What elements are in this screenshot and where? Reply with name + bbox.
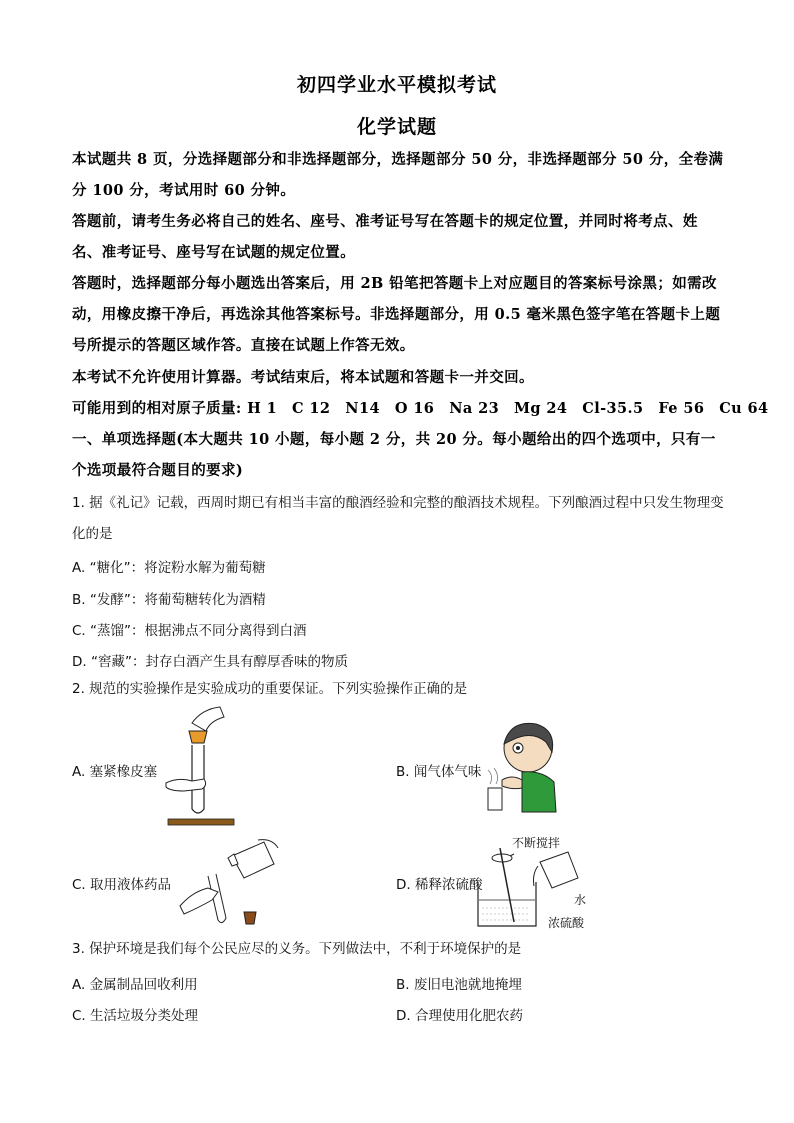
question-3-option-a[interactable]: A. 金属制品回收利用 [72, 977, 198, 993]
pour-liquid-figure [178, 836, 282, 928]
instruction-paragraph-4: 本考试不允许使用计算器。考试结束后，将本试题和答题卡一并交回。 [72, 369, 534, 386]
stir-label: 不断搅拌 [512, 836, 561, 850]
smell-gas-figure [482, 718, 558, 814]
question-2-option-b[interactable]: B. 闻气体气味 [396, 764, 482, 780]
question-1-stem: 1. 据《礼记》记载，西周时期已有相当丰富的酿酒经验和完整的酿酒技术规程。下列酿酒过程中只发生物理变化的是 [72, 495, 724, 542]
question-1-option-d[interactable]: D. “窖藏”：封存白酒产生具有醇厚香味的物质 [72, 654, 348, 670]
question-3-stem: 3. 保护环境是我们每个公民应尽的义务。下列做法中，不利于环境保护的是 [72, 941, 522, 957]
question-2-option-a[interactable]: A. 塞紧橡皮塞 [72, 764, 158, 780]
exam-subtitle: 化学试题 [356, 116, 437, 138]
question-2-option-c[interactable]: C. 取用液体药品 [72, 877, 172, 893]
water-label: 水 [574, 893, 587, 907]
instruction-paragraph-3: 答题时，选择题部分每小题选出答案后，用 2B 铅笔把答题卡上对应题目的答案标号涂黑；如需改动，用橡皮擦干净后，再选涂其他答案标号。非选择题部分，用 0.5 毫米黑色签字笔在答题卡上题号所提示的答题区域作答。直接在试题上作答无效。 [72, 275, 721, 354]
question-1-option-c[interactable]: C. “蒸馏”：根据沸点不同分离得到白酒 [72, 623, 307, 639]
question-3-option-b[interactable]: B. 废旧电池就地掩埋 [396, 977, 522, 993]
instruction-paragraph-1: 本试题共 8 页，分选择题部分和非选择题部分，选择题部分 50 分，非选择题部分 50 分，全卷满分 100 分，考试用时 60 分钟。 [72, 151, 724, 199]
acid-label: 浓硫酸 [548, 916, 585, 930]
question-1-option-b[interactable]: B. “发酵”：将葡萄糖转化为酒精 [72, 592, 266, 608]
question-2-option-d[interactable]: D. 稀释浓硫酸 [396, 877, 483, 893]
question-3-option-c[interactable]: C. 生活垃圾分类处理 [72, 1008, 199, 1024]
exam-title: 初四学业水平模拟考试 [296, 74, 497, 96]
question-1-option-a[interactable]: A. “糖化”：将淀粉水解为葡萄糖 [72, 560, 266, 576]
instruction-paragraph-2: 答题前，请考生务必将自己的姓名、座号、准考证号写在答题卡的规定位置，并同时将考点、姓名、准考证号、座号写在试题的规定位置。 [72, 213, 698, 261]
question-3-option-d[interactable]: D. 合理使用化肥农药 [396, 1008, 523, 1024]
question-2-stem: 2. 规范的实验操作是实验成功的重要保证。下列实验操作正确的是 [72, 681, 468, 697]
atomic-mass-line: 可能用到的相对原子质量: H 1 C 12 N14 O 16 Na 23 Mg 24 Cl-35.5 Fe 56 Cu 64 [72, 400, 769, 417]
section-heading: 一、单项选择题(本大题共 10 小题，每小题 2 分，共 20 分。每小题给出的四个选项中，只有一个选项最符合题目的要求) [72, 431, 716, 479]
test-tube-stopper-figure [162, 705, 242, 827]
